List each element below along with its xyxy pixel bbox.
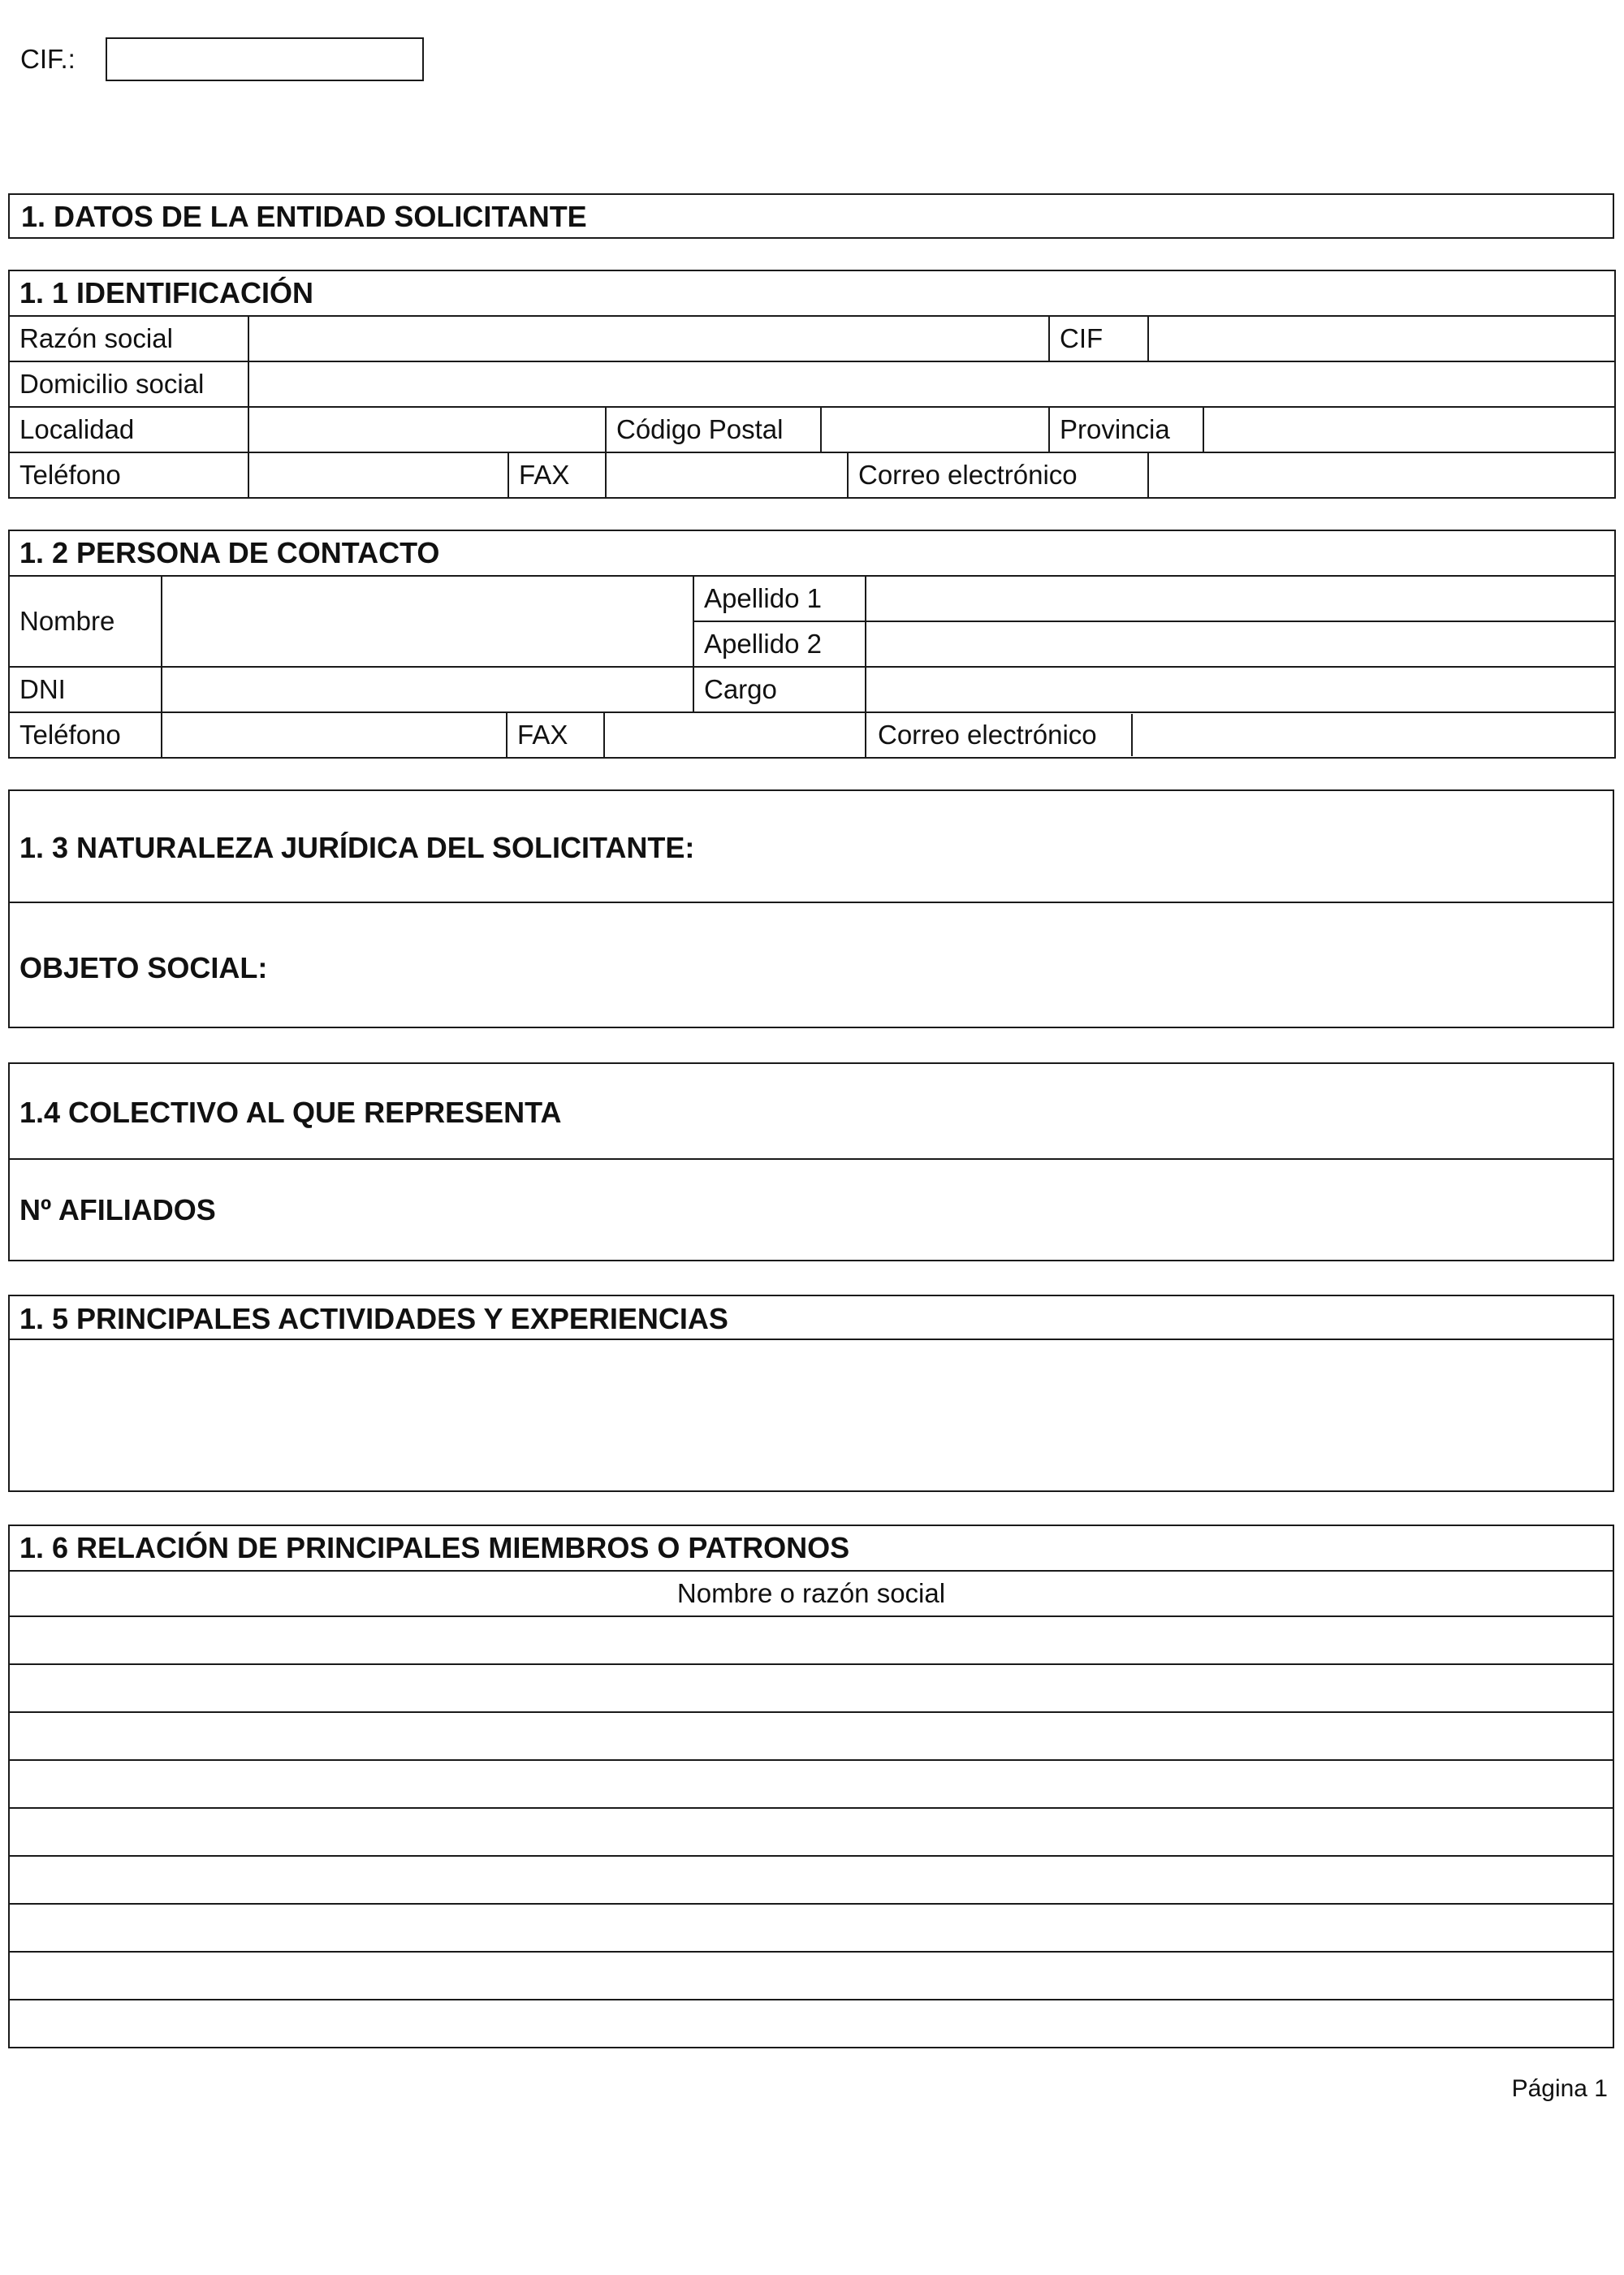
actividades-field[interactable] <box>10 1340 1613 1490</box>
miembros-title: 1. 6 RELACIÓN DE PRINCIPALES MIEMBROS O PATRONOS <box>9 1525 1613 1571</box>
objeto-social-label: OBJETO SOCIAL: <box>19 951 268 984</box>
contacto-telefono-label: Teléfono <box>9 712 162 758</box>
afiliados-label: Nº AFILIADOS <box>19 1193 216 1226</box>
contacto-fax-label: FAX <box>507 712 604 758</box>
contacto-title: 1. 2 PERSONA DE CONTACTO <box>9 530 1615 576</box>
cif-field-label: CIF <box>1049 316 1148 361</box>
miembros-column-header: Nombre o razón social <box>9 1571 1613 1616</box>
miembros-row[interactable] <box>9 1664 1613 1712</box>
miembros-row[interactable] <box>9 1856 1613 1904</box>
nombre-label: Nombre <box>9 576 162 667</box>
correo-field[interactable] <box>1148 452 1615 498</box>
provincia-label: Provincia <box>1049 407 1203 452</box>
miembros-row[interactable] <box>9 1616 1613 1664</box>
apellido2-field[interactable] <box>866 621 1615 667</box>
miembros-row[interactable] <box>9 1760 1613 1808</box>
provincia-field[interactable] <box>1203 407 1615 452</box>
section-colectivo <box>8 1062 1614 1261</box>
miembros-row[interactable] <box>9 1808 1613 1856</box>
localidad-field[interactable] <box>248 407 606 452</box>
actividades-title: 1. 5 PRINCIPALES ACTIVIDADES Y EXPERIENCIAS <box>19 1302 728 1335</box>
razon-social-label: Razón social <box>9 316 248 361</box>
section-1-header <box>8 193 1614 239</box>
page-number: Página 1 <box>1511 2075 1608 2102</box>
cif-field[interactable] <box>1148 316 1615 361</box>
codigo-postal-field[interactable] <box>821 407 1049 452</box>
miembros-row[interactable] <box>9 1952 1613 2000</box>
section-actividades <box>8 1295 1614 1492</box>
section-identificacion <box>8 270 1614 499</box>
section-naturaleza <box>8 789 1614 1028</box>
apellido2-label: Apellido 2 <box>693 621 866 667</box>
identificacion-title: 1. 1 IDENTIFICACIÓN <box>9 270 1615 316</box>
cif-label: CIF.: <box>20 44 76 74</box>
localidad-label: Localidad <box>9 407 248 452</box>
contacto-telefono-field[interactable] <box>162 712 507 758</box>
fax-label: FAX <box>508 452 606 498</box>
contacto-correo-label: Correo electrónico <box>866 714 1133 756</box>
razon-social-field[interactable] <box>248 316 1049 361</box>
domicilio-field[interactable] <box>248 361 1615 407</box>
miembros-row[interactable] <box>9 2000 1613 2048</box>
naturaleza-title: 1. 3 NATURALEZA JURÍDICA DEL SOLICITANTE: <box>19 831 695 864</box>
cif-input[interactable] <box>106 37 424 81</box>
contacto-correo-field[interactable] <box>1133 714 1614 756</box>
miembros-row[interactable] <box>9 1712 1613 1760</box>
section-1-title: 1. DATOS DE LA ENTIDAD SOLICITANTE <box>21 200 587 233</box>
cargo-field[interactable] <box>866 667 1615 712</box>
codigo-postal-label: Código Postal <box>606 407 821 452</box>
telefono-label: Teléfono <box>9 452 248 498</box>
colectivo-title: 1.4 COLECTIVO AL QUE REPRESENTA <box>19 1096 562 1129</box>
dni-label: DNI <box>9 667 162 712</box>
contacto-fax-field[interactable] <box>604 712 866 758</box>
apellido1-field[interactable] <box>866 576 1615 621</box>
section-miembros <box>8 1525 1614 2048</box>
nombre-field[interactable] <box>162 576 693 667</box>
fax-field[interactable] <box>606 452 848 498</box>
cargo-label: Cargo <box>693 667 866 712</box>
apellido1-label: Apellido 1 <box>693 576 866 621</box>
telefono-field[interactable] <box>248 452 508 498</box>
section-contacto <box>8 530 1614 759</box>
dni-field[interactable] <box>162 667 693 712</box>
miembros-row[interactable] <box>9 1904 1613 1952</box>
contacto-correo-cell <box>866 712 1615 758</box>
domicilio-label: Domicilio social <box>9 361 248 407</box>
correo-label: Correo electrónico <box>848 452 1148 498</box>
